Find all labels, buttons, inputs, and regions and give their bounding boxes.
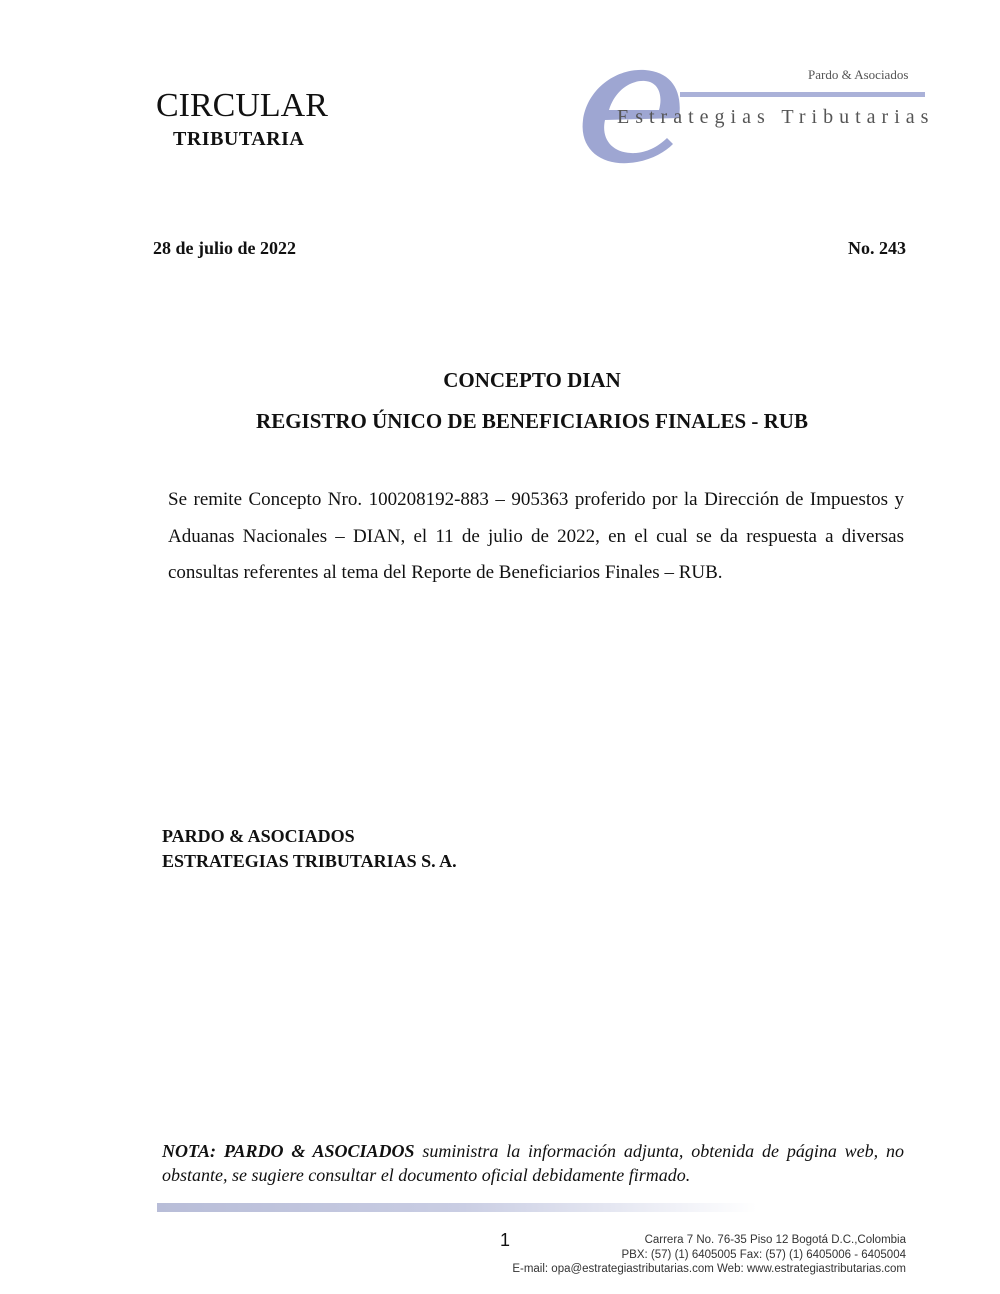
signature-block	[162, 824, 457, 874]
logo-main-text: Estrategias Tributarias	[617, 106, 935, 128]
footer-bar	[157, 1203, 757, 1212]
note-bold-lead: NOTA: PARDO & ASOCIADOS	[162, 1141, 415, 1161]
page-number: 1	[500, 1230, 511, 1250]
footer-phones: PBX: (57) (1) 6405005 Fax: (57) (1) 6405006 - 6405004	[621, 1248, 906, 1261]
circular-date: 28 de julio de 2022	[153, 238, 297, 258]
heading-registro: REGISTRO ÚNICO DE BENEFICIARIOS FINALES - RUB	[256, 409, 808, 433]
footer-address: Carrera 7 No. 76-35 Piso 12 Bogotá D.C.,Colombia	[644, 1234, 906, 1246]
circular-subtitle: TRIBUTARIA	[173, 128, 305, 150]
circular-title: CIRCULAR	[156, 87, 328, 124]
footer-contact	[512, 1233, 906, 1277]
heading-concepto: CONCEPTO DIAN	[443, 368, 621, 392]
signature-line-1: PARDO & ASOCIADOS	[162, 826, 355, 846]
disclaimer-note	[162, 1139, 904, 1187]
signature-line-2: ESTRATEGIAS TRIBUTARIAS S. A.	[162, 851, 457, 871]
logo-top-text: Pardo & Asociados	[808, 67, 909, 82]
note-text: suministra la información adjunta, obtenida de página web, no obstante, se sugiere consultar el documento oficial debidamente firmado.	[162, 1141, 904, 1185]
body-paragraph: Se remite Concepto Nro. 100208192-883 – 905363 proferido por la Dirección de Impuestos y Aduanas Nacionales – DIAN, el 11 de julio de 2022, en el cual se da respuesta a diversas consultas referentes al tema del Reporte de Beneficiarios Finales – RUB.	[168, 489, 904, 583]
logo-bar	[680, 92, 925, 97]
footer-email-web: E-mail: opa@estrategiastributarias.com Web: www.estrategiastributarias.com	[512, 1263, 906, 1275]
circular-number: No. 243	[848, 238, 906, 258]
